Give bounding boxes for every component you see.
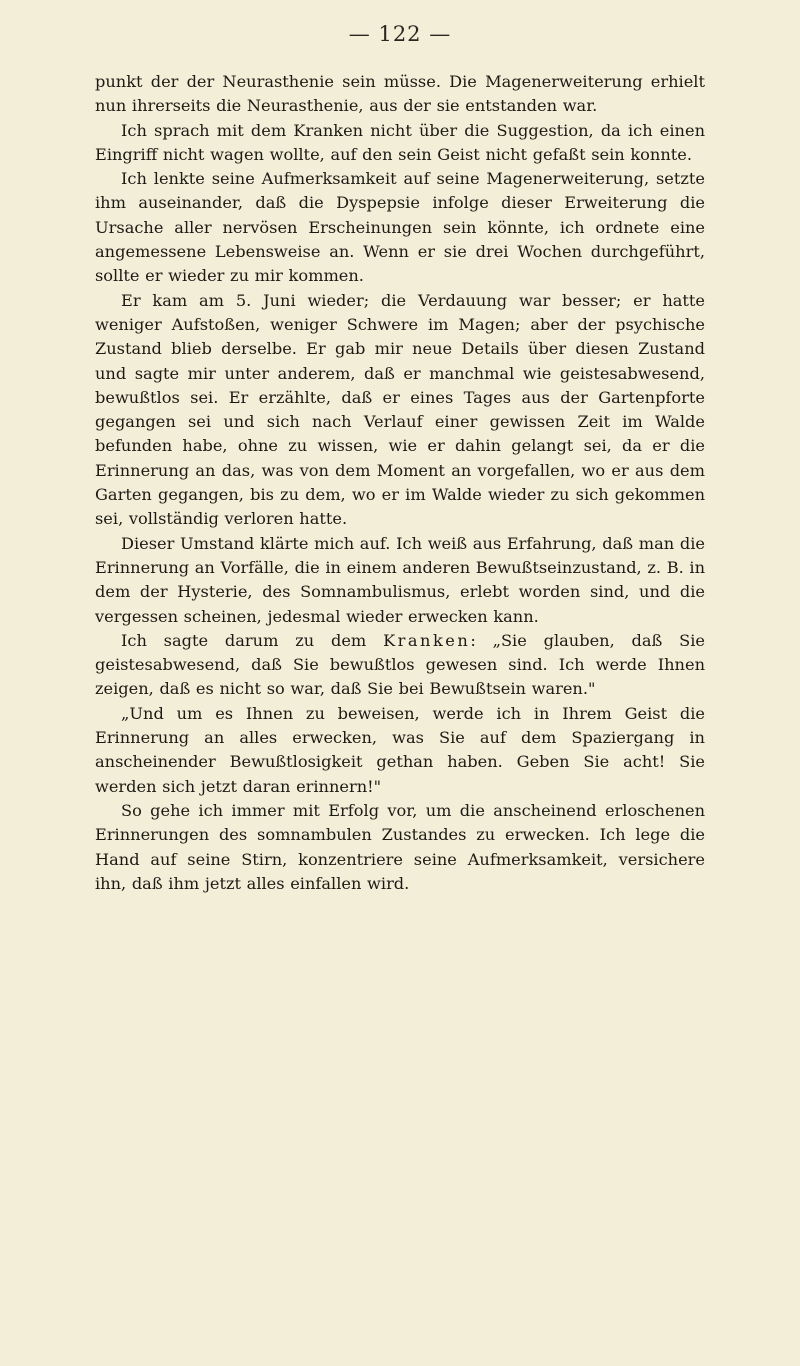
paragraph-3: Ich lenkte seine Aufmerksamkeit auf seine Magenerweiterung, setzte ihm auseinander, daß die Dyspepsie infolge dieser Erweiterung die Ursache aller nervösen Erscheinungen sein könnte, ich ordnete eine angemessene Lebensweise an. Wenn er sie drei Wochen durchgeführt, sollte er wieder zu mir kommen. xyxy=(95,169,705,286)
paragraph-6 xyxy=(95,629,705,702)
page-number: — 122 — xyxy=(348,22,452,46)
paragraph-2: Ich sprach mit dem Kranken nicht über die Suggestion, da ich einen Eingriff nicht wagen wollte, auf den sein Geist nicht gefaßt sein konnte. xyxy=(95,120,705,164)
body-text xyxy=(95,70,705,896)
paragraph-7: „Und um es Ihnen zu beweisen, werde ich in Ihrem Geist die Erinnerung an alles erwecken, was Sie auf dem Spaziergang in anscheinender Bewußtlosigkeit gethan haben. Geben Sie acht! Sie werden sich jetzt daran erinnern!" xyxy=(95,703,705,796)
paragraph-1: punkt der der Neurasthenie sein müsse. Die Magenerweiterung erhielt nun ihrerseits die Neurasthenie, aus der sie entstanden war. xyxy=(95,72,705,116)
paragraph-6-rest: : „Sie glauben, daß Sie geistesabwesend, daß Sie bewußtlos gewesen sind. Ich werde Ihnen zeigen, daß es nicht so war, daß Sie bei Bewußtsein waren." xyxy=(95,630,705,699)
paragraph-6-emphasis: Kranken xyxy=(383,630,471,650)
paragraph-6-prefix: Ich sagte darum zu dem xyxy=(121,630,384,650)
paragraph-8: So gehe ich immer mit Erfolg vor, um die anscheinend erloschenen Erinnerungen des somnambulen Zustandes zu erwecken. Ich lege die Hand auf seine Stirn, konzentriere seine Aufmerksamkeit, versichere ihn, daß ihm jetzt alles einfallen wird. xyxy=(95,800,705,893)
paragraph-5: Dieser Umstand klärte mich auf. Ich weiß aus Erfahrung, daß man die Erinnerung an Vorfälle, die in einem anderen Bewußtseinzustand, z. B. in dem der Hysterie, des Somnambulismus, erlebt worden sind, und die vergessen scheinen, jedesmal wieder erwecken kann. xyxy=(95,533,705,626)
paragraph-4: Er kam am 5. Juni wieder; die Verdauung war besser; er hatte weniger Aufstoßen, weniger Schwere im Magen; aber der psychische Zustand blieb derselbe. Er gab mir neue Details über diesen Zustand und sagte mir unter anderem, daß er manchmal wie geistesabwesend, bewußtlos sei. Er erzählte, daß er eines Tages aus der Gartenpforte gegangen sei und sich nach Verlauf einer gewissen Zeit im Walde befunden habe, ohne zu wissen, wie er dahin gelangt sei, da er die Erinnerung an das, was von dem Moment an vorgefallen, wo er aus dem Garten gegangen, bis zu dem, wo er im Walde wieder zu sich gekommen sei, vollständig verloren hatte. xyxy=(95,290,705,529)
